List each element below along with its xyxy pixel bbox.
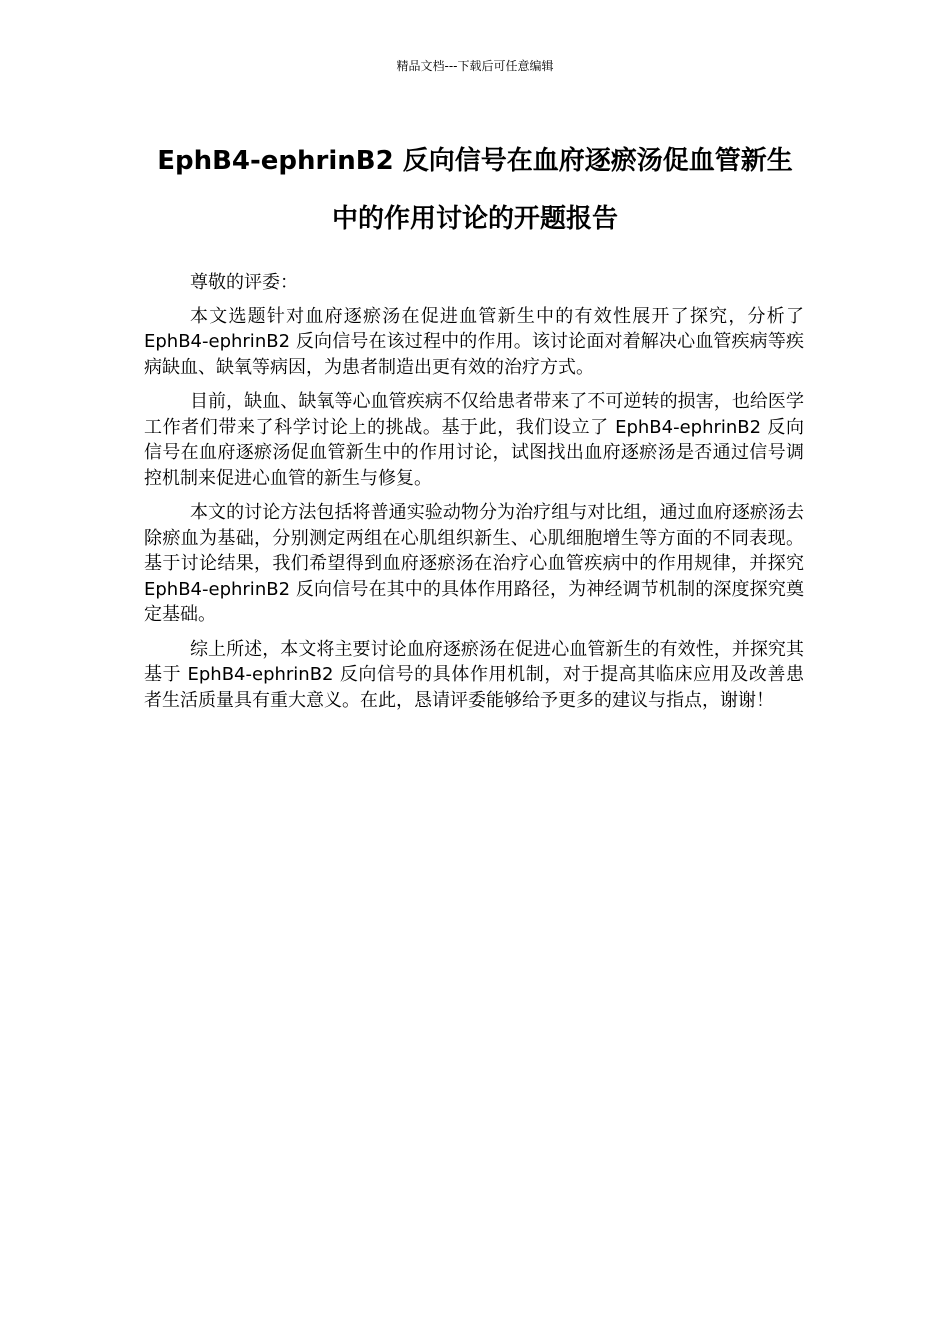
paragraph-3: 本文的讨论方法包括将普通实验动物分为治疗组与对比组，通过血府逐瘀汤去除瘀血为基础，分别测定两组在心肌组织新生、心肌细胞增生等方面的不同表现。基于讨论结果，我们希望得到血府逐瘀汤在治疗心血管疾病中的作用规律，并探究 EphB4-ephrinB2 反向信号在其中的具体作用路径，为神经调节机制的深度探究奠定基础。 (144, 502, 804, 625)
paragraph-2: 目前，缺血、缺氧等心血管疾病不仅给患者带来了不可逆转的损害，也给医学工作者们带来了科学讨论上的挑战。基于此，我们设立了 EphB4-ephrinB2 反向信号在血府逐瘀汤促血管新生中的作用讨论，试图找出血府逐瘀汤是否通过信号调控机制来促进心血管的新生与修复。 (144, 391, 804, 489)
salutation: 尊敬的评委： (190, 272, 298, 293)
header-note: 精品文档---下载后可任意编辑 (396, 59, 554, 73)
document-body (144, 270, 804, 722)
title-line-1: EphB4-ephrinB2 反向信号在血府逐瘀汤促血管新生 (157, 146, 793, 176)
paragraph-4: 综上所述，本文将主要讨论血府逐瘀汤在促进心血管新生的有效性，并探究其基于 EphB4-ephrinB2 反向信号的具体作用机制，对于提高其临床应用及改善患者生活质量具有重大意义。在此，恳请评委能够给予更多的建议与指点，谢谢！ (144, 638, 804, 711)
document-title (120, 132, 830, 248)
title-line-2: 中的作用讨论的开题报告 (331, 204, 618, 234)
paragraph-1: 本文选题针对血府逐瘀汤在促进血管新生中的有效性展开了探究，分析了 EphB4-ephrinB2 反向信号在该过程中的作用。该讨论面对着解决心血管疾病等疾病缺血、缺氧等病因，为患者制造出更有效的治疗方式。 (144, 305, 804, 378)
